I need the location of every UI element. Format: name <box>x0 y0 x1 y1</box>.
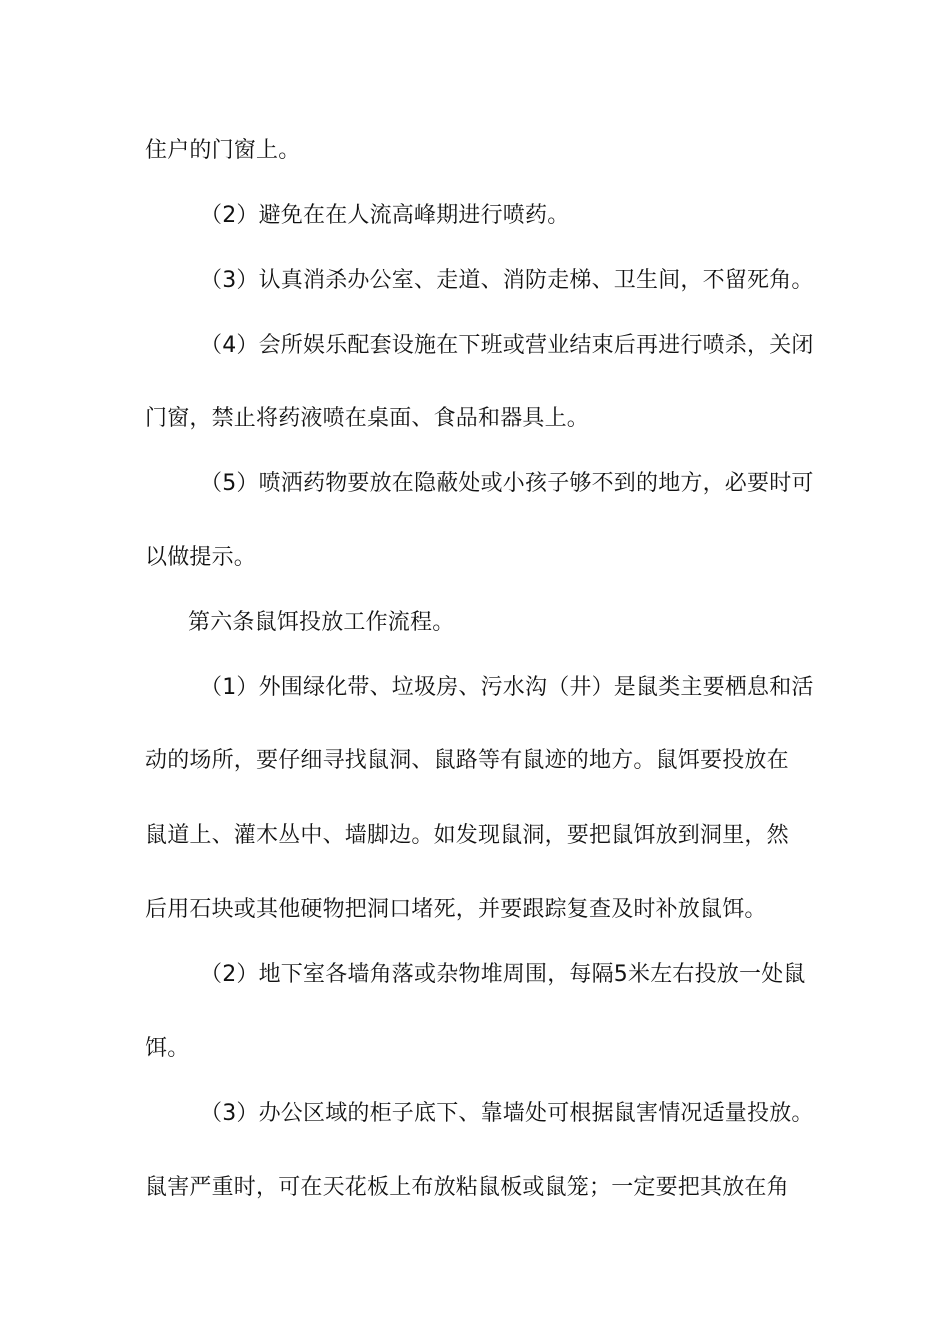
text-line: 后用石块或其他硬物把洞口堵死，并要跟踪复查及时补放鼠饵。 <box>145 897 767 922</box>
text-line: 动的场所，要仔细寻找鼠洞、鼠路等有鼠迹的地方。鼠饵要投放在 <box>145 748 789 773</box>
text-line: （2）地下室各墙角落或杂物堆周围，每隔5米左右投放一处鼠 <box>200 962 806 987</box>
text-line: 饵。 <box>145 1036 190 1061</box>
text-line: 以做提示。 <box>145 545 257 570</box>
text-line: （4）会所娱乐配套设施在下班或营业结束后再进行喷杀，关闭 <box>200 333 814 358</box>
text-line: 住户的门窗上。 <box>145 138 301 163</box>
text-line: 鼠道上、灌木丛中、墙脚边。如发现鼠洞，要把鼠饵放到洞里，然 <box>145 823 789 848</box>
text-line: 门窗，禁止将药液喷在桌面、食品和器具上。 <box>145 406 590 431</box>
section-heading: 第六条鼠饵投放工作流程。 <box>188 610 455 635</box>
text-line: （3）认真消杀办公室、走道、消防走梯、卫生间，不留死角。 <box>200 268 814 293</box>
text-line: （5）喷洒药物要放在隐蔽处或小孩子够不到的地方，必要时可 <box>200 471 814 496</box>
text-line: （3）办公区域的柜子底下、靠墙处可根据鼠害情况适量投放。 <box>200 1101 814 1126</box>
text-line: 鼠害严重时，可在天花板上布放粘鼠板或鼠笼；一定要把其放在角 <box>145 1175 789 1200</box>
text-line: （1）外围绿化带、垃圾房、污水沟（井）是鼠类主要栖息和活 <box>200 675 814 700</box>
text-line: （2）避免在在人流高峰期进行喷药。 <box>200 203 570 228</box>
